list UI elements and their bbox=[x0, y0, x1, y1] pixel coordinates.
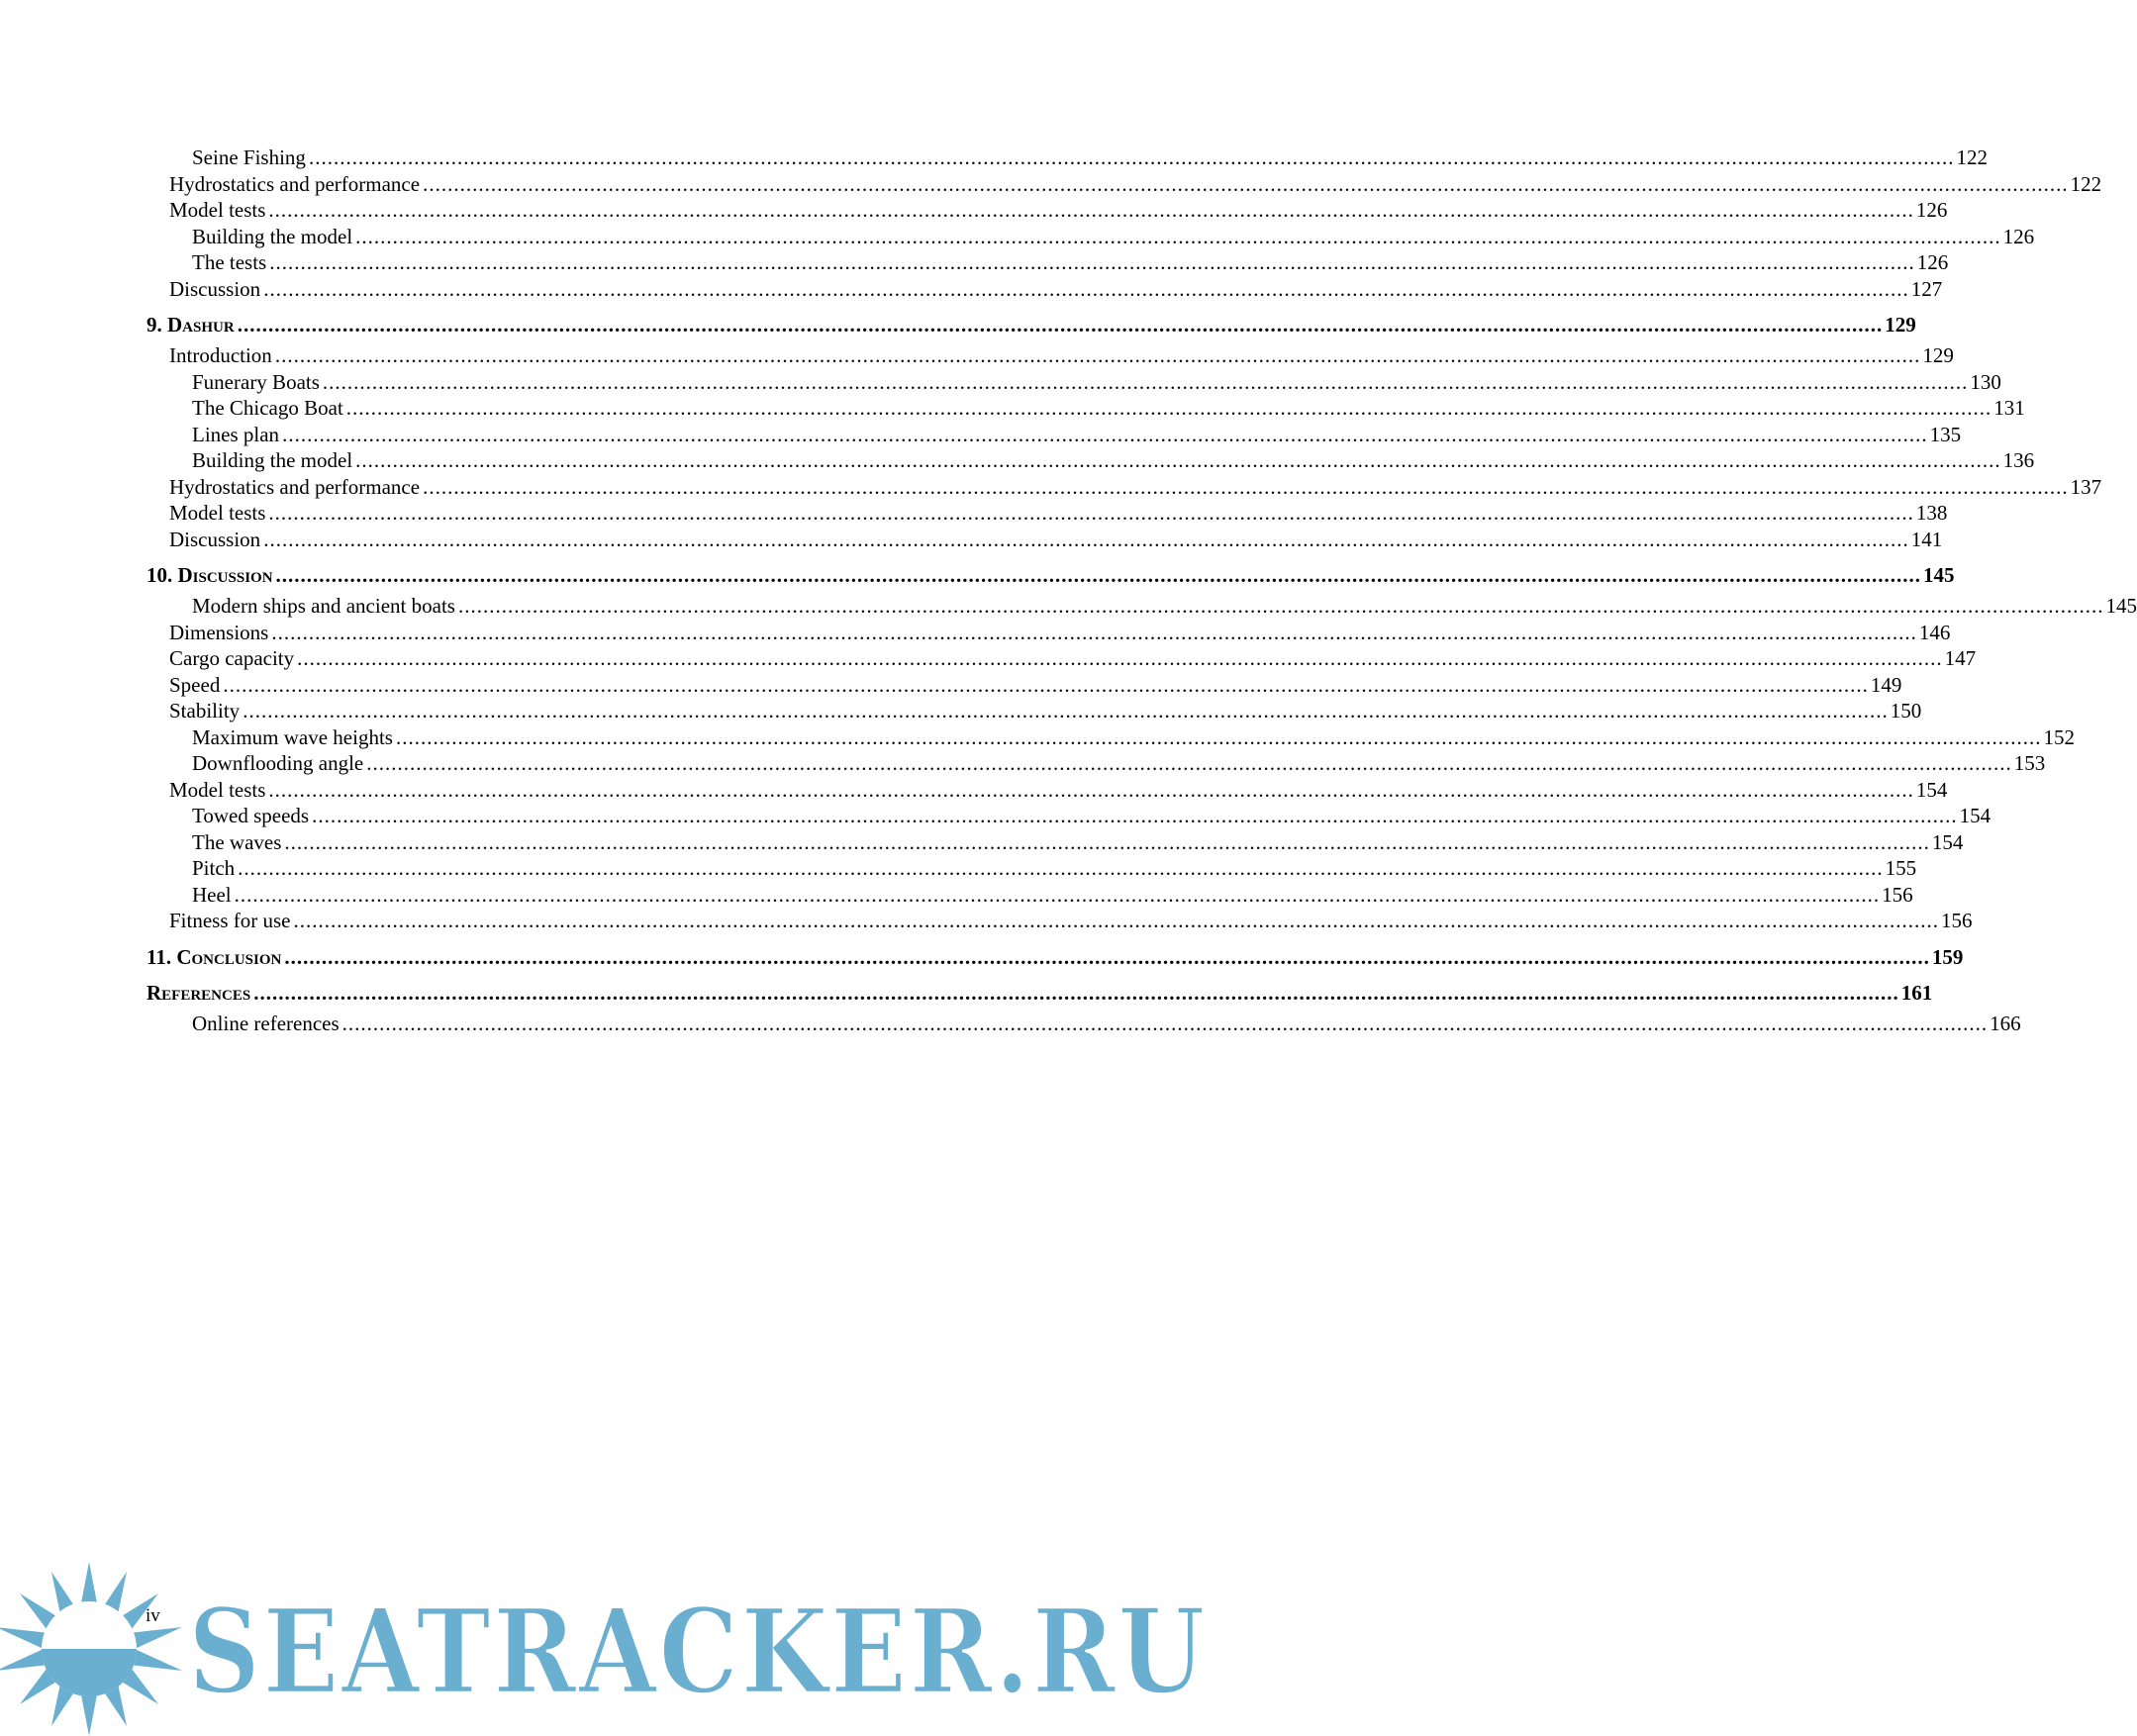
toc-entry[interactable] bbox=[146, 645, 1977, 672]
toc-chapter-title: 10. Discussion bbox=[146, 563, 273, 587]
toc-entry-page: 156 bbox=[1941, 909, 1973, 932]
toc-leader-dots bbox=[243, 698, 1889, 724]
toc-entry-page: 141 bbox=[1910, 527, 1943, 551]
toc-leader-dots bbox=[263, 527, 1909, 553]
toc-entry[interactable] bbox=[146, 672, 1902, 699]
toc-entry-title: Heel bbox=[192, 882, 232, 907]
toc-entry-title: Online references bbox=[192, 1011, 340, 1035]
toc-leader-dots bbox=[366, 750, 2012, 777]
toc-leader-dots bbox=[297, 645, 1943, 672]
toc-entry[interactable] bbox=[146, 724, 2075, 751]
toc-leader-dots bbox=[253, 980, 1899, 1006]
toc-entry[interactable] bbox=[146, 171, 2102, 198]
toc-entry-page: 166 bbox=[1990, 1011, 2021, 1035]
toc-entry-title: Model tests bbox=[169, 777, 266, 802]
toc-entry-page: 122 bbox=[1956, 145, 1988, 169]
toc-chapter-title: 11. Conclusion bbox=[146, 944, 282, 969]
toc-entry-page: 130 bbox=[1970, 369, 2001, 394]
toc-entry-title: Lines plan bbox=[192, 422, 280, 446]
toc-entry-title: The tests bbox=[192, 250, 267, 274]
toc-entry-title: The Chicago Boat bbox=[192, 396, 343, 420]
toc-entry-title: Cargo capacity bbox=[169, 646, 295, 670]
toc-chapter-page: 161 bbox=[1900, 980, 1933, 1005]
toc-entry[interactable] bbox=[146, 750, 2046, 777]
toc-entry[interactable] bbox=[146, 369, 2001, 396]
toc-entry-page: 126 bbox=[1916, 250, 1949, 274]
toc-leader-dots bbox=[309, 145, 1955, 171]
toc-entry-page: 153 bbox=[2013, 751, 2046, 775]
toc-entry[interactable] bbox=[146, 855, 1917, 882]
toc-leader-dots bbox=[312, 803, 1958, 829]
toc-entry-title: Downflooding angle bbox=[192, 751, 364, 775]
toc-leader-dots bbox=[423, 474, 2069, 501]
toc-entry[interactable] bbox=[146, 882, 1913, 909]
toc-chapter-page: 129 bbox=[1885, 313, 1916, 337]
toc-entry[interactable] bbox=[146, 224, 2035, 250]
toc-entry[interactable] bbox=[146, 447, 2035, 474]
toc-entry[interactable] bbox=[146, 422, 1962, 448]
toc-leader-dots bbox=[282, 422, 1928, 448]
toc-entry-page: 126 bbox=[2002, 224, 2035, 248]
toc-leader-dots bbox=[458, 593, 2104, 620]
toc-entry-title: Maximum wave heights bbox=[192, 724, 393, 749]
toc-entry-page: 137 bbox=[2070, 474, 2102, 499]
toc-leader-dots bbox=[276, 562, 1922, 588]
toc-entry-page: 154 bbox=[1931, 829, 1964, 854]
toc-leader-dots bbox=[235, 882, 1881, 909]
toc-leader-dots bbox=[269, 249, 1915, 276]
toc-leader-dots bbox=[223, 672, 1869, 699]
toc-leader-dots bbox=[275, 342, 1921, 369]
toc-entry-page: 152 bbox=[2043, 724, 2075, 749]
toc-entry-page: 154 bbox=[1915, 777, 1948, 802]
toc-entry-title: The waves bbox=[192, 829, 282, 854]
toc-entry[interactable] bbox=[146, 395, 2025, 422]
toc-leader-dots bbox=[268, 777, 1914, 804]
toc-entry[interactable] bbox=[146, 908, 1973, 934]
toc-chapter-page: 145 bbox=[1923, 563, 1955, 587]
toc-entry-title: Dimensions bbox=[169, 620, 269, 644]
toc-entry-title: Stability bbox=[169, 699, 241, 723]
toc-entry[interactable] bbox=[146, 276, 1943, 303]
toc-entry-page: 136 bbox=[2002, 448, 2035, 472]
toc-entry[interactable] bbox=[146, 197, 1948, 224]
table-of-contents bbox=[146, 145, 2137, 1036]
toc-entry[interactable] bbox=[146, 620, 1951, 646]
toc-chapter-page: 159 bbox=[1931, 944, 1964, 969]
toc-leader-dots bbox=[355, 447, 2001, 474]
toc-entry-page: 149 bbox=[1870, 672, 1902, 697]
toc-entry-page: 156 bbox=[1882, 882, 1913, 907]
toc-entry[interactable] bbox=[146, 527, 1943, 553]
toc-leader-dots bbox=[342, 1011, 1989, 1037]
toc-chapter-title: References bbox=[146, 980, 251, 1005]
toc-leader-dots bbox=[268, 500, 1914, 527]
toc-entry[interactable] bbox=[146, 342, 1954, 369]
toc-leader-dots bbox=[355, 224, 2001, 250]
toc-chapter-title: 9. Dashur bbox=[146, 313, 235, 337]
toc-entry-page: 126 bbox=[1915, 198, 1948, 222]
toc-entry-page: 138 bbox=[1915, 501, 1948, 525]
toc-entry[interactable] bbox=[146, 500, 1948, 527]
toc-entry-title: Pitch bbox=[192, 856, 236, 880]
toc-entry-title: Funerary Boats bbox=[192, 369, 320, 394]
toc-entry-title: Discussion bbox=[169, 527, 261, 551]
toc-entry-title: Speed bbox=[169, 672, 221, 697]
toc-entry-page: 147 bbox=[1944, 646, 1977, 670]
toc-entry-page: 129 bbox=[1922, 343, 1954, 367]
toc-leader-dots bbox=[323, 369, 1969, 396]
toc-entry[interactable] bbox=[146, 777, 1948, 804]
toc-entry[interactable] bbox=[146, 474, 2102, 501]
toc-leader-dots bbox=[284, 829, 1930, 856]
toc-entry-page: 135 bbox=[1929, 422, 1962, 446]
sun-icon bbox=[0, 1562, 182, 1736]
toc-entry-page: 146 bbox=[1918, 620, 1951, 644]
toc-entry-title: Building the model bbox=[192, 224, 353, 248]
toc-entry-title: Model tests bbox=[169, 198, 266, 222]
toc-entry-page: 131 bbox=[1993, 396, 2025, 420]
toc-entry[interactable] bbox=[146, 829, 1964, 856]
toc-entry-title: Building the model bbox=[192, 448, 353, 472]
toc-entry-page: 155 bbox=[1885, 856, 1917, 880]
toc-leader-dots bbox=[263, 276, 1909, 303]
toc-entry-title: Hydrostatics and performance bbox=[169, 474, 421, 499]
toc-leader-dots bbox=[238, 855, 1884, 882]
toc-chapter-entry[interactable] bbox=[146, 312, 1916, 338]
toc-entry-page: 150 bbox=[1890, 699, 1922, 723]
toc-entry-title: Modern ships and ancient boats bbox=[192, 594, 455, 618]
page-number: iv bbox=[146, 1605, 160, 1626]
toc-leader-dots bbox=[271, 620, 1917, 646]
toc-leader-dots bbox=[396, 724, 2042, 751]
toc-chapter-entry[interactable] bbox=[146, 980, 1933, 1006]
toc-entry[interactable] bbox=[146, 249, 1949, 276]
toc-leader-dots bbox=[346, 395, 1992, 422]
toc-chapter-entry[interactable] bbox=[146, 944, 1964, 970]
toc-entry-title: Model tests bbox=[169, 501, 266, 525]
toc-entry[interactable] bbox=[146, 698, 1922, 724]
toc-entry[interactable] bbox=[146, 803, 1991, 829]
toc-entry-title: Hydrostatics and performance bbox=[169, 171, 421, 196]
toc-entry-page: 154 bbox=[1959, 804, 1991, 827]
toc-chapter-entry[interactable] bbox=[146, 562, 1955, 588]
toc-entry-title: Discussion bbox=[169, 276, 261, 301]
toc-leader-dots bbox=[284, 944, 1930, 970]
watermark-text bbox=[188, 1582, 1217, 1720]
toc-leader-dots bbox=[423, 171, 2069, 198]
toc-entry-title: Fitness for use bbox=[169, 909, 291, 932]
toc-entry[interactable] bbox=[146, 593, 2137, 620]
toc-entry-page: 127 bbox=[1910, 276, 1943, 301]
toc-entry-title: Introduction bbox=[169, 343, 272, 367]
toc-leader-dots bbox=[294, 908, 1940, 934]
toc-entry[interactable] bbox=[146, 1011, 2021, 1037]
watermark-word: SEATRACKER.RU bbox=[188, 1583, 1208, 1720]
toc-entry-page: 145 bbox=[2105, 594, 2137, 618]
toc-entry-title: Towed speeds bbox=[192, 804, 310, 827]
toc-leader-dots bbox=[238, 312, 1884, 338]
toc-entry[interactable] bbox=[146, 145, 1988, 171]
toc-entry-page: 122 bbox=[2070, 171, 2102, 196]
toc-entry-title: Seine Fishing bbox=[192, 145, 306, 169]
toc-leader-dots bbox=[268, 197, 1914, 224]
